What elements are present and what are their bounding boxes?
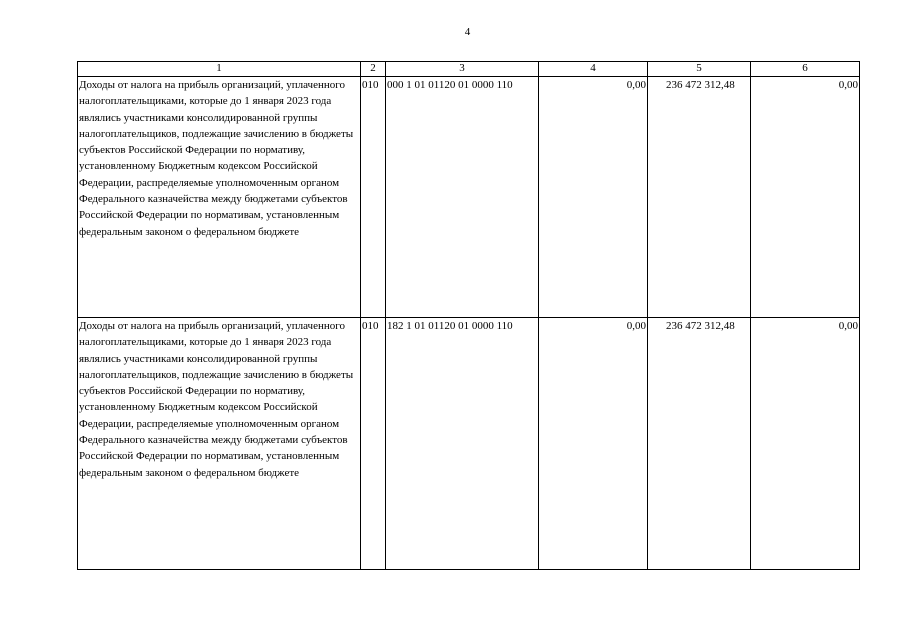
column-4-value: 0,00 (539, 318, 648, 570)
page-number: 4 (464, 26, 471, 38)
column-header-1: 1 (78, 62, 361, 77)
column-header-2: 2 (361, 62, 386, 77)
income-name-cell: Доходы от налога на прибыль организаций, уплаченного налогоплательщиками, которые до 1 января 2023 года являлись участниками консолидированной группы налогоплательщиков, подлежащие зачислению в бюджеты субъектов Российской Федерации по нормативу, установленному Бюджетным кодексом Российской Федерации, распределяемые уполномоченным органом Федерального казначейства между бюджетами субъектов Российской Федерации по нормативам, установленным федеральным законом о федеральном бюджете (78, 77, 361, 318)
column-4-value: 0,00 (539, 77, 648, 318)
table-row (78, 318, 860, 570)
table-header-row (78, 62, 860, 77)
line-code-cell: 010 (361, 77, 386, 318)
column-6-value: 0,00 (751, 77, 860, 318)
line-code-cell: 010 (361, 318, 386, 570)
column-6-value: 0,00 (751, 318, 860, 570)
income-name-cell: Доходы от налога на прибыль организаций, уплаченного налогоплательщиками, которые до 1 января 2023 года являлись участниками консолидированной группы налогоплательщиков, подлежащие зачислению в бюджеты субъектов Российской Федерации по нормативу, установленному Бюджетным кодексом Российской Федерации, распределяемые уполномоченным органом Федерального казначейства между бюджетами субъектов Российской Федерации по нормативам, установленным федеральным законом о федеральном бюджете (78, 318, 361, 570)
column-header-6: 6 (751, 62, 860, 77)
kbk-code-cell: 182 1 01 01120 01 0000 110 (386, 318, 539, 570)
column-5-value: 236 472 312,48 (648, 318, 751, 570)
column-5-value: 236 472 312,48 (648, 77, 751, 318)
column-header-3: 3 (386, 62, 539, 77)
budget-report-table (77, 61, 860, 570)
kbk-code-cell: 000 1 01 01120 01 0000 110 (386, 77, 539, 318)
table-row (78, 77, 860, 318)
column-header-5: 5 (648, 62, 751, 77)
column-header-4: 4 (539, 62, 648, 77)
